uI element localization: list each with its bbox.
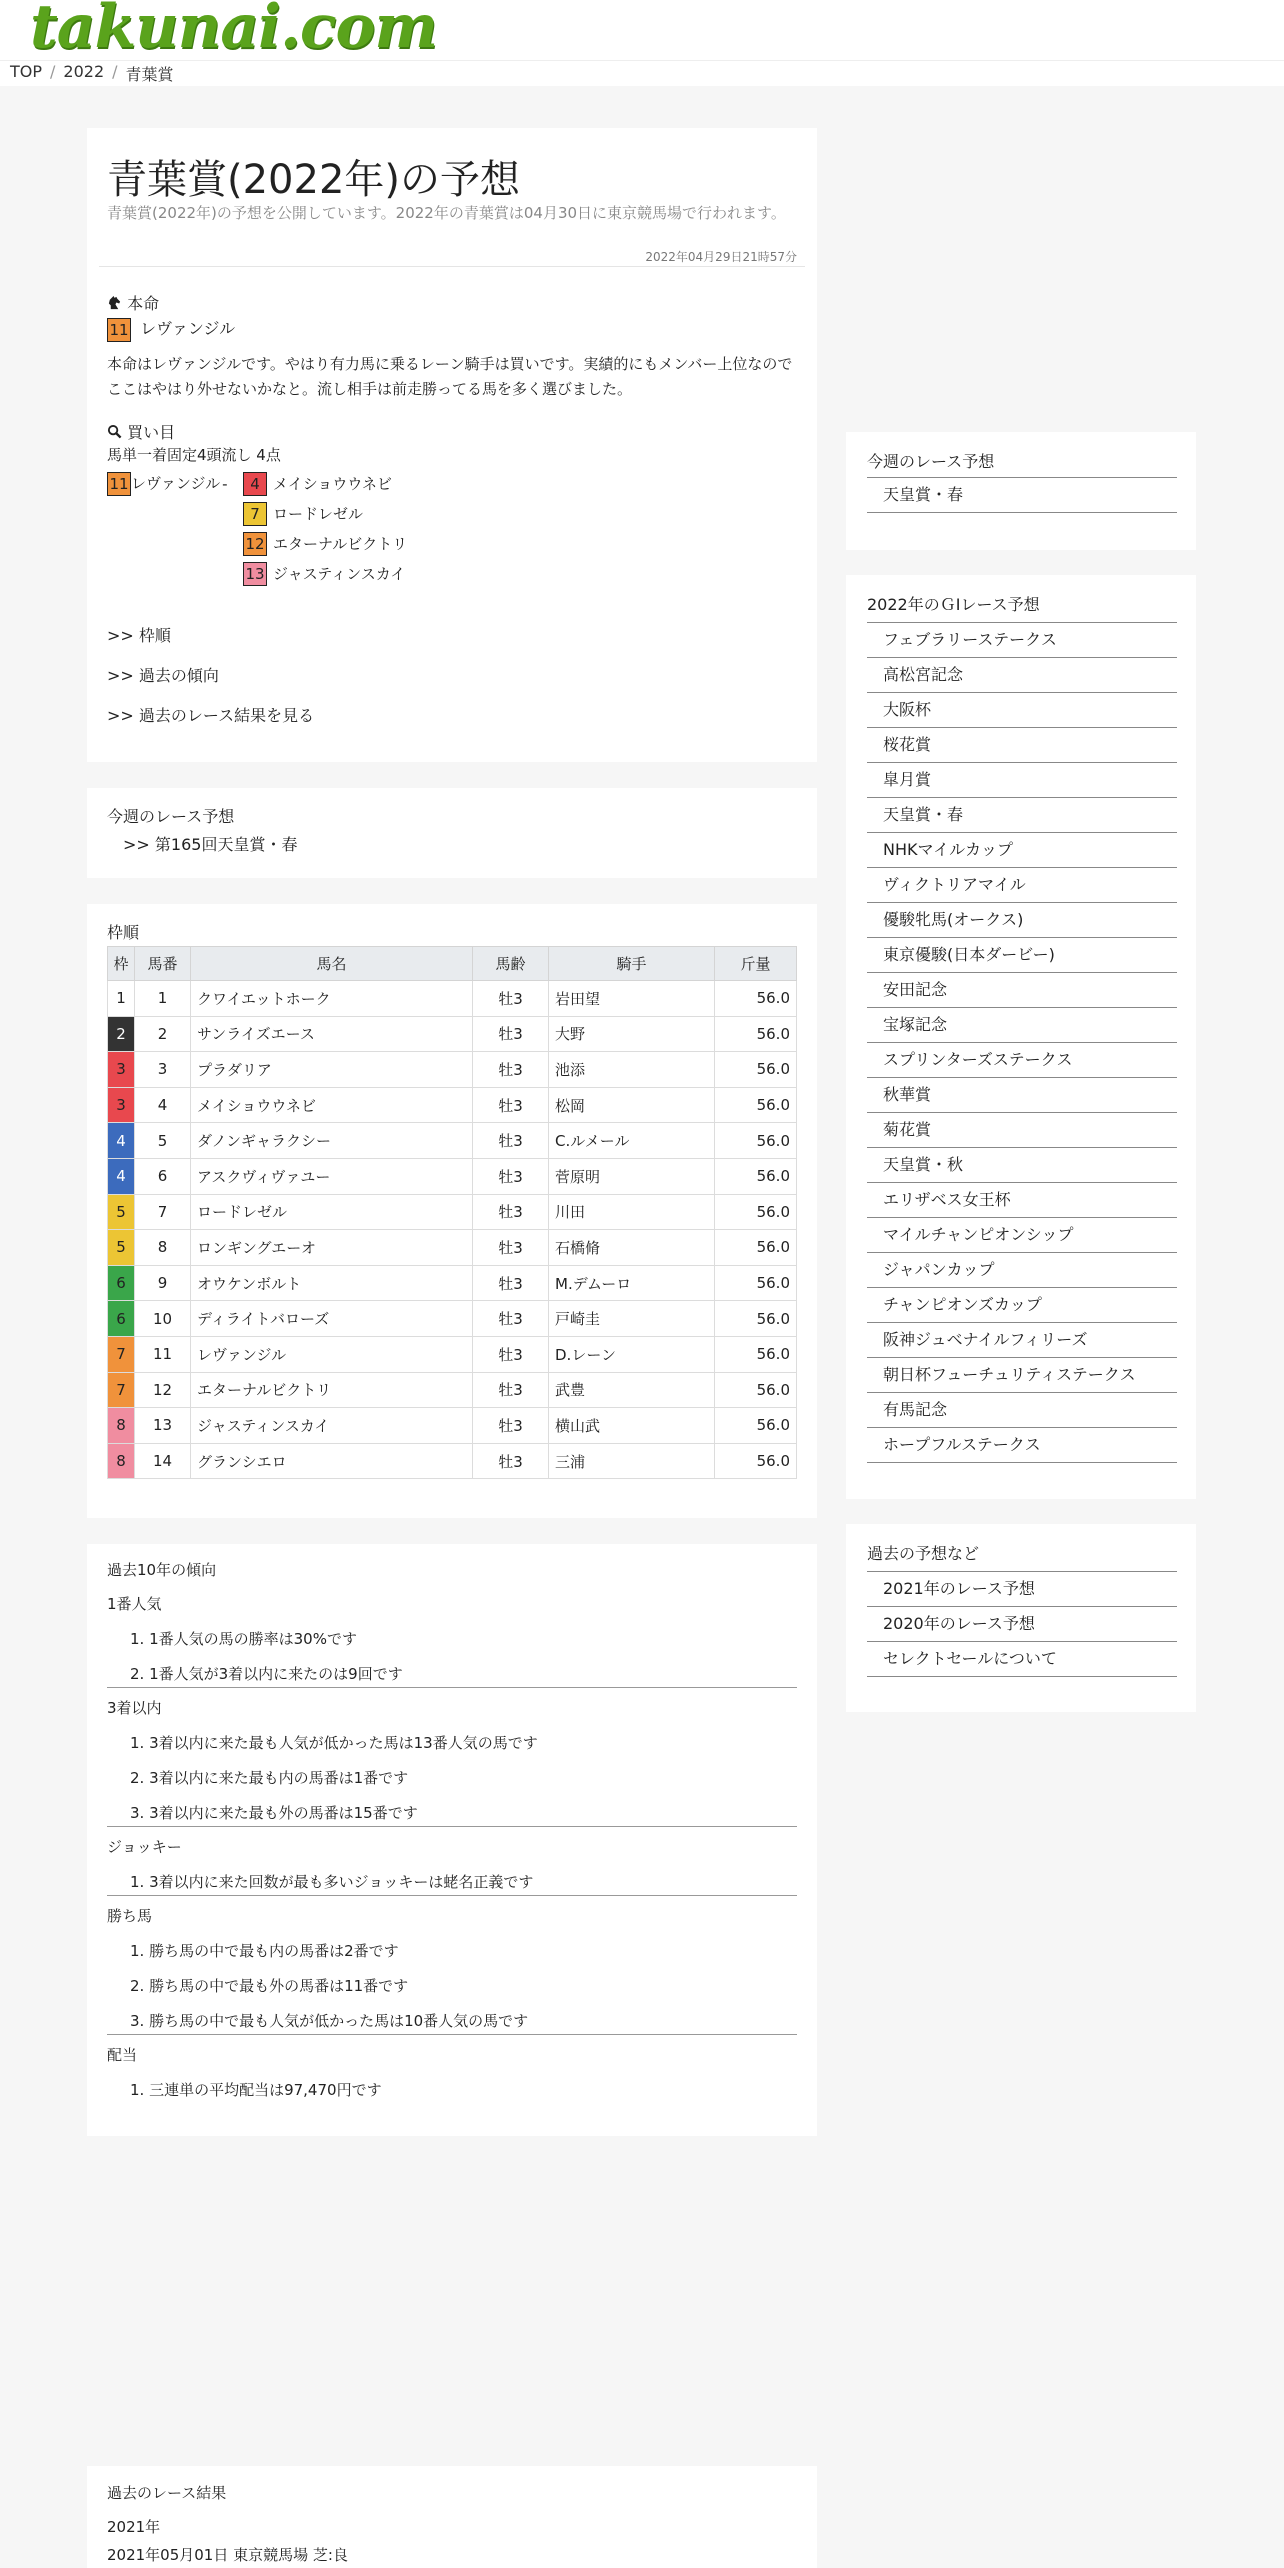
tendency-group-label: 3着以内 — [107, 1699, 162, 1717]
frame-cell: 2 — [108, 1016, 135, 1052]
horse-name-cell: オウケンボルト — [191, 1265, 473, 1301]
tendency-divider — [107, 1826, 797, 1827]
past-results-card — [87, 2466, 817, 2568]
site-logo[interactable]: takunai.com — [30, 0, 438, 62]
sidebar-this-week-title: 今週のレース予想 — [867, 452, 995, 471]
tendency-item: 2. 3着以内に来た最も内の馬番は1番です — [130, 1769, 409, 1787]
tendency-item: 1. 3着以内に来た最も人気が低かった馬は13番人気の馬です — [130, 1734, 538, 1752]
sidebar-item-g1-race[interactable]: マイルチャンピオンシップ — [867, 1218, 1177, 1253]
breadcrumb — [10, 62, 174, 85]
age-cell: 牡3 — [473, 1443, 549, 1479]
honmei-number: 11 — [107, 318, 131, 342]
sidebar-item-g1-race[interactable]: 有馬記念 — [867, 1393, 1177, 1428]
sidebar-item-g1-race[interactable]: 秋華賞 — [867, 1078, 1177, 1113]
sidebar-item-g1-race[interactable]: 天皇賞・春 — [867, 798, 1177, 833]
frame-cell: 3 — [108, 1087, 135, 1123]
table-row — [108, 1408, 797, 1444]
jockey-cell: M.デムーロ — [549, 1265, 715, 1301]
bet-axis-dash: - — [222, 474, 228, 493]
horse-name-cell: グランシエロ — [191, 1443, 473, 1479]
col-age: 馬齢 — [473, 947, 549, 981]
age-cell: 牡3 — [473, 1123, 549, 1159]
frame-cell: 5 — [108, 1194, 135, 1230]
tendency-group-label: 配当 — [107, 2046, 138, 2064]
frame-cell: 8 — [108, 1443, 135, 1479]
tendency-group-label: 勝ち馬 — [107, 1907, 153, 1925]
sidebar-item-g1-race[interactable]: 大阪杯 — [867, 693, 1177, 728]
jockey-cell: 武豊 — [549, 1372, 715, 1408]
honmei-comment: 本命はレヴァンジルです。やはり有力馬に乗るレーン騎手は買いです。実績的にもメンバー上位なのでここはやはり外せないかなと。流し相手は前走勝ってる馬を多く選びました。 — [107, 355, 793, 398]
tendency-group-label: ジョッキー — [107, 1838, 182, 1856]
sidebar-item-g1-race[interactable]: 優駿牝馬(オークス) — [867, 903, 1177, 938]
weight-cell: 56.0 — [715, 1158, 797, 1194]
col-number: 馬番 — [135, 947, 191, 981]
number-cell: 9 — [135, 1265, 191, 1301]
frame-cell: 8 — [108, 1408, 135, 1444]
number-cell: 7 — [135, 1194, 191, 1230]
weight-cell: 56.0 — [715, 1301, 797, 1337]
age-cell: 牡3 — [473, 1408, 549, 1444]
sidebar-this-week — [846, 432, 1196, 550]
age-cell: 牡3 — [473, 981, 549, 1017]
age-cell: 牡3 — [473, 1052, 549, 1088]
header-divider — [0, 60, 1284, 61]
bet-partner — [243, 472, 407, 502]
weight-cell: 56.0 — [715, 1123, 797, 1159]
number-cell: 2 — [135, 1016, 191, 1052]
sidebar-item-tennoushou[interactable]: 天皇賞・春 — [867, 478, 1177, 513]
partner-name: ロードレゼル — [273, 504, 364, 523]
entries-card — [87, 904, 817, 1518]
bet-type: 馬単一着固定4頭流し 4点 — [107, 446, 281, 464]
jockey-cell: 松岡 — [549, 1087, 715, 1123]
age-cell: 牡3 — [473, 1087, 549, 1123]
age-cell: 牡3 — [473, 1016, 549, 1052]
this-week-title: 今週のレース予想 — [107, 807, 235, 826]
age-cell: 牡3 — [473, 1230, 549, 1266]
jockey-cell: 岩田望 — [549, 981, 715, 1017]
sidebar-item-g1-race[interactable]: フェブラリーステークス — [867, 623, 1177, 658]
frame-cell: 4 — [108, 1158, 135, 1194]
horse-name-cell: サンライズエース — [191, 1016, 473, 1052]
number-cell: 6 — [135, 1158, 191, 1194]
table-row — [108, 1194, 797, 1230]
honmei-label: 本命 — [127, 294, 160, 313]
tendency-divider — [107, 2034, 797, 2035]
sidebar-item-g1-race[interactable]: チャンピオンズカップ — [867, 1288, 1177, 1323]
table-row — [108, 1123, 797, 1159]
table-row — [108, 1336, 797, 1372]
frame-cell: 4 — [108, 1123, 135, 1159]
col-frame: 枠 — [108, 947, 135, 981]
bet-axis-number: 11 — [107, 472, 131, 496]
this-week-link[interactable]: >> 第165回天皇賞・春 — [123, 835, 298, 854]
title-divider — [99, 266, 805, 267]
tendency-item: 1. 三連単の平均配当は97,470円です — [130, 2081, 382, 2099]
search-icon — [107, 424, 122, 439]
partner-number: 4 — [243, 472, 267, 496]
number-cell: 13 — [135, 1408, 191, 1444]
site-header — [0, 0, 1284, 86]
horse-name-cell: プラダリア — [191, 1052, 473, 1088]
age-cell: 牡3 — [473, 1336, 549, 1372]
sidebar-past — [846, 1524, 1196, 1712]
number-cell: 10 — [135, 1301, 191, 1337]
table-row — [108, 1443, 797, 1479]
number-cell: 3 — [135, 1052, 191, 1088]
tendency-card — [87, 1544, 817, 2136]
horse-name-cell: メイショウウネビ — [191, 1087, 473, 1123]
sidebar-item-g1-race[interactable]: 朝日杯フューチュリティステークス — [867, 1358, 1177, 1393]
age-cell: 牡3 — [473, 1158, 549, 1194]
bet-partners — [243, 472, 407, 592]
frame-cell: 7 — [108, 1336, 135, 1372]
weight-cell: 56.0 — [715, 1265, 797, 1301]
number-cell: 1 — [135, 981, 191, 1017]
weight-cell: 56.0 — [715, 1408, 797, 1444]
tendency-divider — [107, 1895, 797, 1896]
horse-name-cell: ダノンギャラクシー — [191, 1123, 473, 1159]
entries-title: 枠順 — [107, 923, 140, 942]
frame-cell: 3 — [108, 1052, 135, 1088]
jockey-cell: 三浦 — [549, 1443, 715, 1479]
jockey-cell: 戸崎圭 — [549, 1301, 715, 1337]
frame-cell: 1 — [108, 981, 135, 1017]
sidebar-item-g1-race[interactable]: ジャパンカップ — [867, 1253, 1177, 1288]
weight-cell: 56.0 — [715, 1052, 797, 1088]
horse-name-cell: ロンギングエーオ — [191, 1230, 473, 1266]
honmei-horse — [107, 316, 235, 342]
sidebar-item-g1-race[interactable]: 宝塚記念 — [867, 1008, 1177, 1043]
sidebar-g1-title: 2022年のＧⅠレース予想 — [867, 595, 1040, 614]
prediction-card — [87, 128, 817, 762]
tendency-item: 3. 3着以内に来た最も外の馬番は15番です — [130, 1804, 418, 1822]
age-cell: 牡3 — [473, 1372, 549, 1408]
sidebar-item-g1-race[interactable]: 高松宮記念 — [867, 658, 1177, 693]
partner-number: 13 — [243, 562, 267, 586]
tendency-divider — [107, 1687, 797, 1688]
tendency-group-label: 1番人気 — [107, 1595, 162, 1613]
this-week-card — [87, 788, 817, 878]
page-title: 青葉賞(2022年)の予想 — [107, 157, 521, 203]
frame-cell: 6 — [108, 1301, 135, 1337]
breadcrumb-top[interactable]: TOP — [10, 62, 43, 81]
number-cell: 4 — [135, 1087, 191, 1123]
table-row — [108, 1016, 797, 1052]
jockey-cell: 池添 — [549, 1052, 715, 1088]
tendency-item: 1. 3着以内に来た回数が最も多いジョッキーは蛯名正義です — [130, 1873, 534, 1891]
tendency-item: 3. 勝ち馬の中で最も人気が低かった馬は10番人気の馬です — [130, 2012, 529, 2030]
bet-axis-name: レヴァンジル — [131, 474, 221, 493]
sidebar-past-title: 過去の予想など — [867, 1544, 980, 1563]
partner-name: ジャスティンスカイ — [273, 564, 406, 583]
table-row — [108, 1372, 797, 1408]
tendency-item: 1. 勝ち馬の中で最も内の馬番は2番です — [130, 1942, 399, 1960]
frame-cell: 6 — [108, 1265, 135, 1301]
horse-icon — [107, 295, 122, 310]
sidebar-item-g1-race[interactable]: NHKマイルカップ — [867, 833, 1177, 868]
age-cell: 牡3 — [473, 1301, 549, 1337]
link-entries[interactable]: >> 枠順 — [107, 626, 171, 645]
jockey-cell: 石橋脩 — [549, 1230, 715, 1266]
sidebar-item-g1-race[interactable]: 桜花賞 — [867, 728, 1177, 763]
bet-label: 買い目 — [127, 423, 176, 442]
link-past-results[interactable]: >> 過去のレース結果を見る — [107, 706, 315, 725]
frame-cell: 5 — [108, 1230, 135, 1266]
entries-table — [107, 946, 797, 1479]
jockey-cell: 大野 — [549, 1016, 715, 1052]
tendency-item: 2. 勝ち馬の中で最も外の馬番は11番です — [130, 1977, 409, 1995]
weight-cell: 56.0 — [715, 1194, 797, 1230]
breadcrumb-separator: / — [50, 62, 56, 81]
table-row — [108, 1301, 797, 1337]
partner-number: 12 — [243, 532, 267, 556]
number-cell: 14 — [135, 1443, 191, 1479]
table-row — [108, 981, 797, 1017]
weight-cell: 56.0 — [715, 1087, 797, 1123]
col-jockey: 騎手 — [549, 947, 715, 981]
weight-cell: 56.0 — [715, 1336, 797, 1372]
tendency-title: 過去10年の傾向 — [107, 1561, 217, 1579]
jockey-cell: 横山武 — [549, 1408, 715, 1444]
sidebar-item-g1-race[interactable]: スプリンターズステークス — [867, 1043, 1177, 1078]
jockey-cell: C.ルメール — [549, 1123, 715, 1159]
sidebar-item-g1-race[interactable]: 皐月賞 — [867, 763, 1177, 798]
bet-partner — [243, 532, 407, 562]
weight-cell: 56.0 — [715, 981, 797, 1017]
age-cell: 牡3 — [473, 1265, 549, 1301]
sidebar-item-g1-race[interactable]: エリザベス女王杯 — [867, 1183, 1177, 1218]
number-cell: 5 — [135, 1123, 191, 1159]
past-results-year: 2021年 — [107, 2518, 161, 2536]
sidebar-g1 — [846, 575, 1196, 1499]
sidebar-item-g1-race[interactable]: ホープフルステークス — [867, 1428, 1177, 1463]
jockey-cell: D.レーン — [549, 1336, 715, 1372]
bet-partner — [243, 562, 407, 592]
sidebar-item-g1-race[interactable]: 阪神ジュベナイルフィリーズ — [867, 1323, 1177, 1358]
link-tendency[interactable]: >> 過去の傾向 — [107, 666, 219, 685]
jockey-cell: 川田 — [549, 1194, 715, 1230]
horse-name-cell: エターナルビクトリ — [191, 1372, 473, 1408]
horse-name-cell: レヴァンジル — [191, 1336, 473, 1372]
col-name: 馬名 — [191, 947, 473, 981]
tendency-item: 1. 1番人気の馬の勝率は30%です — [130, 1630, 357, 1648]
past-results-title: 過去のレース結果 — [107, 2484, 227, 2502]
sidebar-item-g1-race[interactable]: 菊花賞 — [867, 1113, 1177, 1148]
weight-cell: 56.0 — [715, 1443, 797, 1479]
horse-name-cell: クワイエットホーク — [191, 981, 473, 1017]
number-cell: 11 — [135, 1336, 191, 1372]
weight-cell: 56.0 — [715, 1016, 797, 1052]
table-row — [108, 1052, 797, 1088]
past-results-race: 2021年05月01日 東京競馬場 芝:良 — [107, 2546, 348, 2564]
sidebar-item-g1-race[interactable]: 東京優駿(日本ダービー) — [867, 938, 1177, 973]
number-cell: 12 — [135, 1372, 191, 1408]
sidebar-item-g1-race[interactable]: ヴィクトリアマイル — [867, 868, 1177, 903]
col-weight: 斤量 — [715, 947, 797, 981]
sidebar-item-g1-race[interactable]: 安田記念 — [867, 973, 1177, 1008]
number-cell: 8 — [135, 1230, 191, 1266]
sidebar-item-select-sale[interactable]: セレクトセールについて — [867, 1642, 1177, 1677]
breadcrumb-current: 青葉賞 — [125, 65, 174, 84]
age-cell: 牡3 — [473, 1194, 549, 1230]
partner-name: メイショウウネビ — [273, 474, 392, 493]
horse-name-cell: ディライトバローズ — [191, 1301, 473, 1337]
jockey-cell: 菅原明 — [549, 1158, 715, 1194]
table-header-row — [108, 947, 797, 981]
table-row — [108, 1265, 797, 1301]
bet-partner — [243, 502, 407, 532]
horse-name-cell: アスクヴィヴァユー — [191, 1158, 473, 1194]
breadcrumb-year[interactable]: 2022 — [63, 62, 105, 81]
tendency-item: 2. 1番人気が3着以内に来たのは9回です — [130, 1665, 403, 1683]
sidebar-item-2020[interactable]: 2020年のレース予想 — [867, 1607, 1177, 1642]
page-description: 青葉賞(2022年)の予想を公開しています。2022年の青葉賞は04月30日に東京競馬場で行われます。 — [107, 204, 786, 222]
partner-number: 7 — [243, 502, 267, 526]
sidebar-item-g1-race[interactable]: 天皇賞・秋 — [867, 1148, 1177, 1183]
honmei-name: レヴァンジル — [140, 319, 236, 338]
horse-name-cell: ジャスティンスカイ — [191, 1408, 473, 1444]
bet-heading — [107, 420, 175, 443]
breadcrumb-separator: / — [112, 62, 118, 81]
table-row — [108, 1158, 797, 1194]
post-date: 2022年04月29日21時57分 — [645, 250, 797, 264]
table-row — [108, 1087, 797, 1123]
honmei-heading — [107, 291, 159, 314]
horse-name-cell: ロードレゼル — [191, 1194, 473, 1230]
weight-cell: 56.0 — [715, 1230, 797, 1266]
partner-name: エターナルビクトリ — [273, 534, 408, 553]
frame-cell: 7 — [108, 1372, 135, 1408]
sidebar-item-2021[interactable]: 2021年のレース予想 — [867, 1572, 1177, 1607]
weight-cell: 56.0 — [715, 1372, 797, 1408]
table-row — [108, 1230, 797, 1266]
bet-axis — [107, 472, 228, 496]
